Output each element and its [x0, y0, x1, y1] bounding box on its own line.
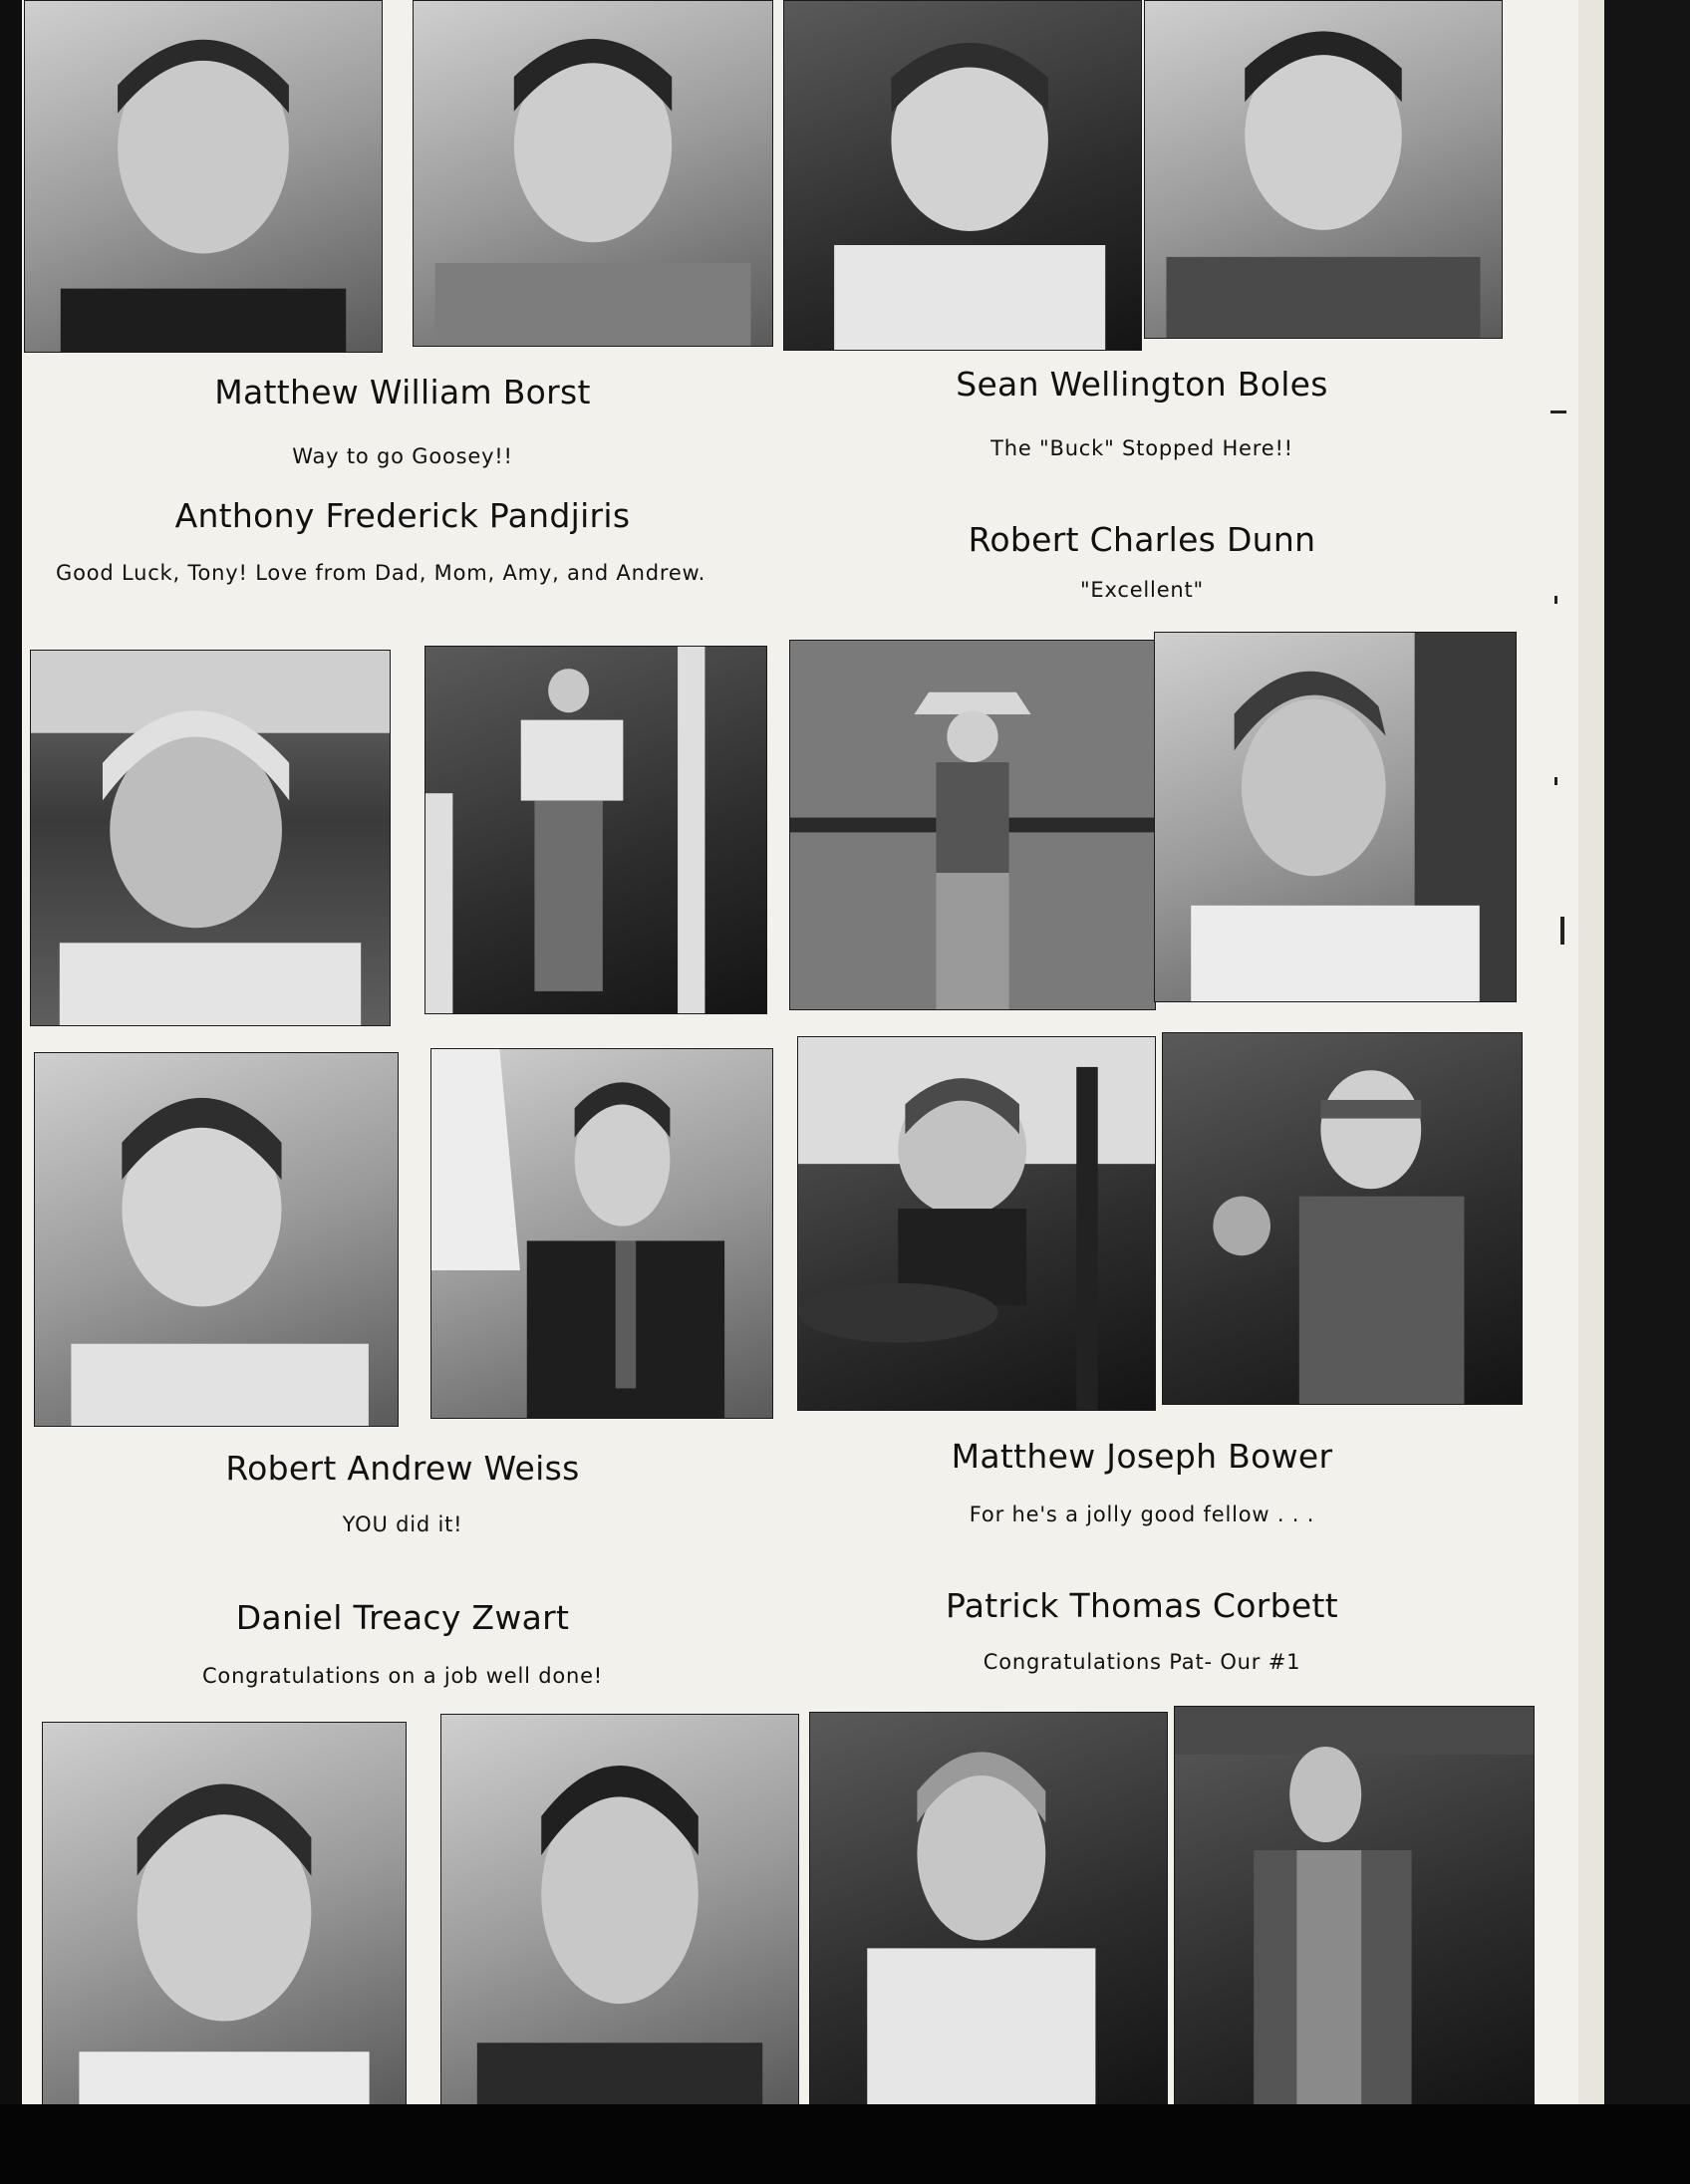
photo-corbett-senior: [1174, 1706, 1535, 2104]
entry-name: Robert Andrew Weiss: [225, 1449, 580, 1488]
yearbook-page: [22, 0, 1578, 2104]
photo-borst-senior: [413, 0, 773, 347]
margin-mark: [1560, 917, 1564, 945]
scan-bottom-border: [0, 2104, 1690, 2184]
photo-pandjiris-senior: [424, 646, 767, 1014]
entry-name: Patrick Thomas Corbett: [946, 1586, 1338, 1625]
entry-message: The "Buck" Stopped Here!!: [990, 436, 1293, 460]
entry-message: Congratulations Pat- Our #1: [983, 1650, 1301, 1674]
entry-name: Matthew William Borst: [214, 373, 591, 411]
entry-message: "Excellent": [1079, 578, 1205, 602]
photo-zwart2-child: [42, 1722, 407, 2104]
entry-message: For he's a jolly good fellow . . .: [969, 1502, 1315, 1526]
entry-message: Good Luck, Tony! Love from Dad, Mom, Amy, and Andrew.: [56, 561, 706, 585]
entry-message: Way to go Goosey!!: [292, 444, 513, 468]
photo-zwart2-senior: [440, 1714, 799, 2104]
photo-boles-senior: [1144, 0, 1503, 339]
photo-weiss-senior: [430, 1048, 773, 1419]
margin-mark: [1550, 410, 1566, 413]
margin-mark: [1554, 596, 1557, 604]
page-shadow: [1604, 0, 1690, 2184]
entry-message: YOU did it!: [342, 1512, 463, 1536]
photo-zwart-child: [797, 1036, 1156, 1411]
entry-name: Matthew Joseph Bower: [951, 1437, 1333, 1476]
entry-name: Robert Charles Dunn: [968, 520, 1316, 559]
photo-corbett-child: [809, 1712, 1168, 2104]
photo-weiss-child: [34, 1052, 399, 1427]
photo-zwart-senior: [1162, 1032, 1523, 1405]
entry-name: Daniel Treacy Zwart: [235, 1598, 570, 1637]
photo-dunn-senior: [1154, 632, 1517, 1002]
photo-pandjiris-child: [30, 650, 391, 1026]
page-edge: [1578, 0, 1604, 2104]
photo-dunn-child: [789, 640, 1156, 1010]
photo-borst-child: [24, 0, 383, 353]
entry-message: Congratulations on a job well done!: [201, 1664, 604, 1688]
photo-boles-child: [783, 0, 1142, 351]
entry-name: Sean Wellington Boles: [956, 365, 1328, 404]
entry-name: Anthony Frederick Pandjiris: [174, 496, 631, 535]
margin-mark: [1554, 777, 1557, 785]
